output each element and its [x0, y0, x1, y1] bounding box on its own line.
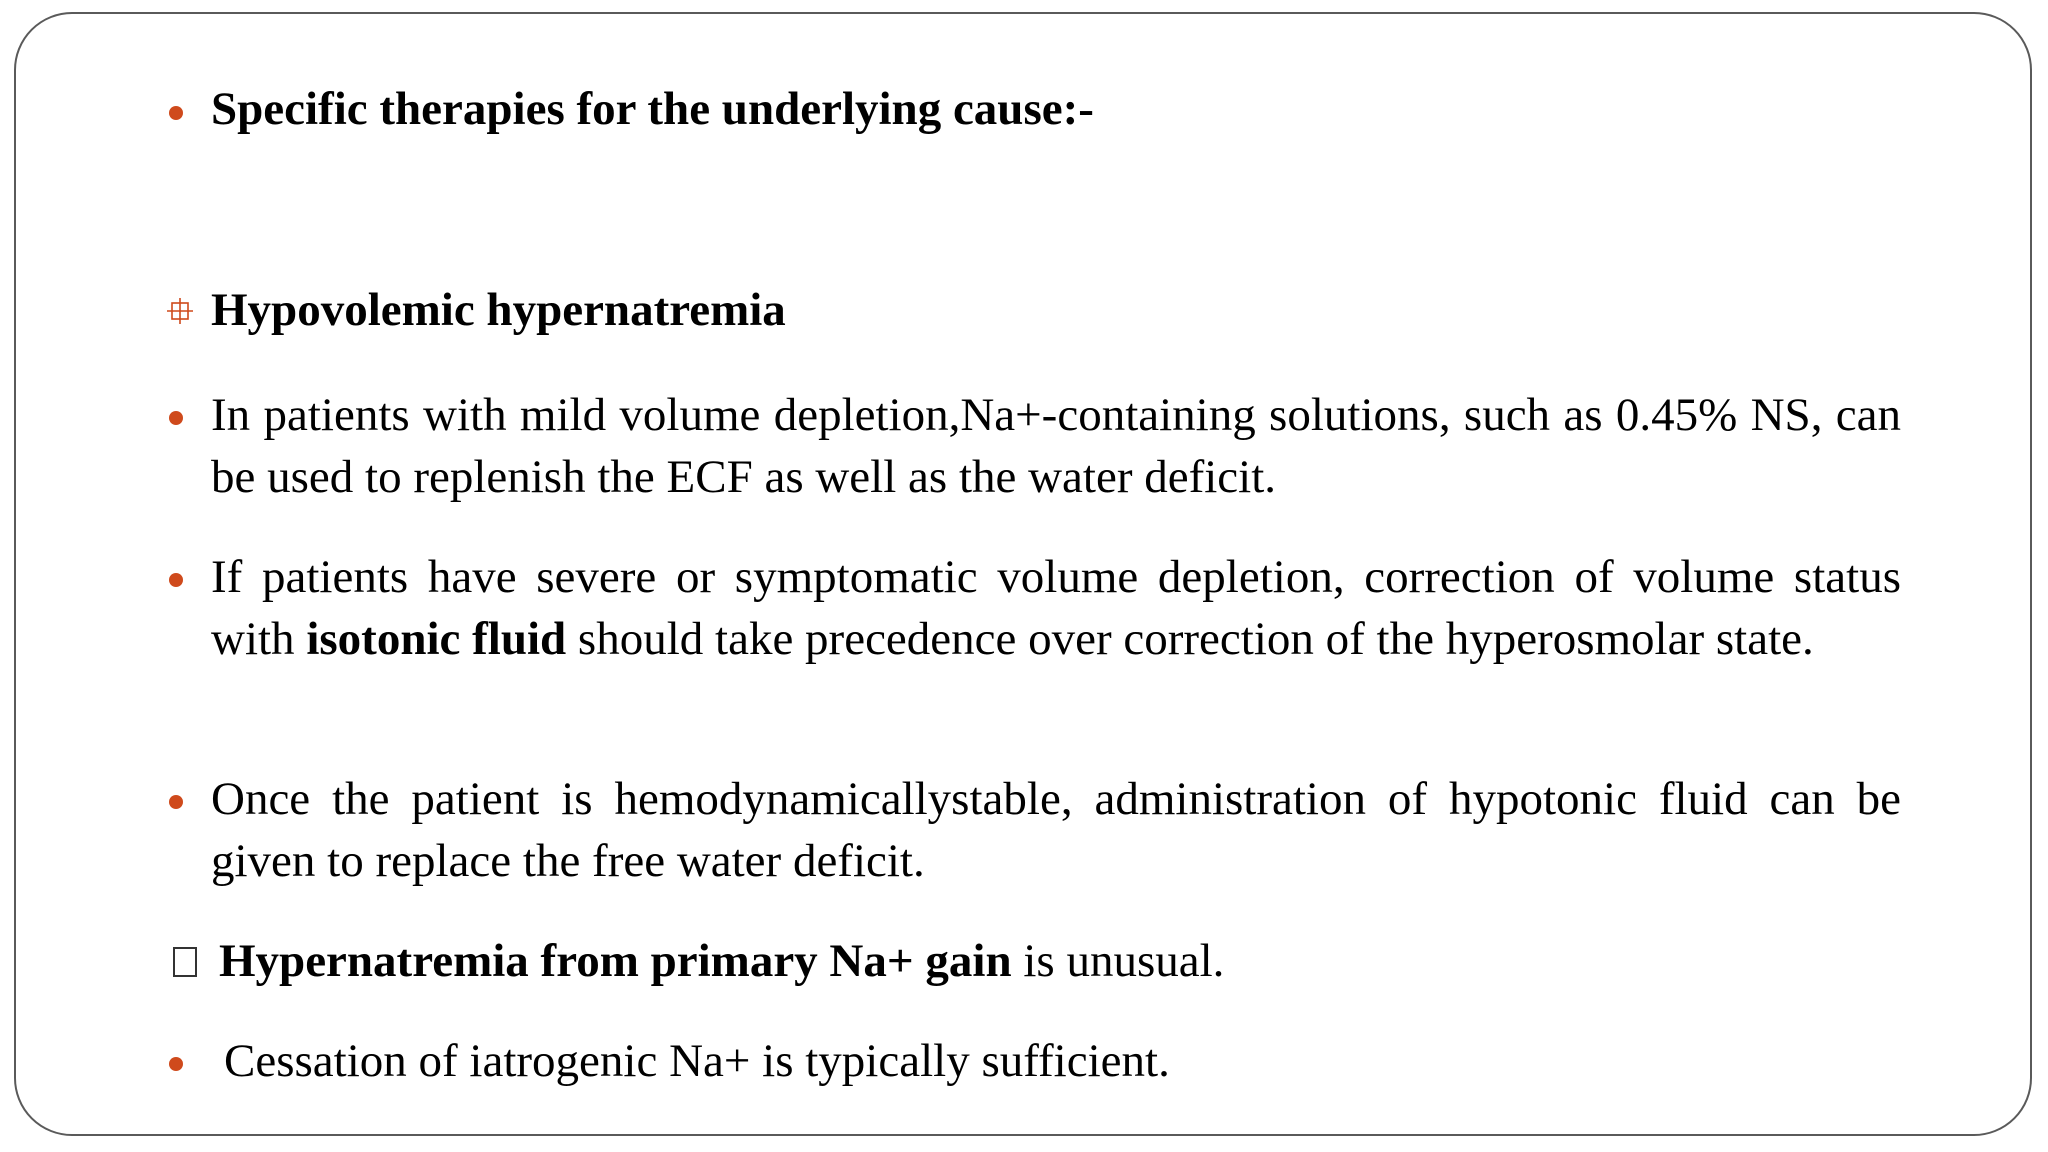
filled-circle-bullet-icon — [169, 573, 183, 587]
slide-frame — [14, 12, 2032, 1136]
boxed-item-bold: Hypernatremia from primary Na+ gain — [219, 935, 1012, 987]
bullet-text: Once the patient is hemodynamicallystable, administration of hypotonic fluid can be given to replace the free water deficit. — [211, 773, 1901, 887]
bullet-text — [211, 546, 1901, 670]
crosshair-bullet-icon — [167, 298, 193, 324]
bullet-text: Cessation of iatrogenic Na+ is typically sufficient. — [224, 1035, 1170, 1087]
list-item — [211, 384, 1901, 508]
bullet-text-part: If patients have severe or symptomatic volume depletion, correction of volume status with — [211, 551, 1901, 665]
empty-box-icon — [173, 947, 197, 977]
boxed-item — [219, 930, 1909, 992]
boxed-item-rest: is unusual. — [1011, 935, 1225, 987]
slide-subheading: Hypovolemic hypernatremia — [211, 284, 786, 336]
bullet-bold-term: isotonic fluid — [306, 613, 567, 665]
list-item — [211, 546, 1901, 670]
slide-heading: Specific therapies for the underlying cause:- — [211, 83, 1094, 135]
filled-circle-bullet-icon — [169, 106, 183, 120]
filled-circle-bullet-icon — [169, 1057, 183, 1071]
boxed-item-text — [219, 930, 1909, 992]
bullet-text-part: should take precedence over correction of the hyperosmolar state. — [566, 613, 1814, 665]
list-item — [224, 1030, 1914, 1092]
heading-item — [211, 78, 1901, 140]
bullet-text: In patients with mild volume depletion,Na+-containing solutions, such as 0.45% NS, can be used to replenish the ECF as well as the water deficit. — [211, 389, 1901, 503]
subheading-item — [211, 279, 1901, 341]
filled-circle-bullet-icon — [169, 795, 183, 809]
filled-circle-bullet-icon — [169, 411, 183, 425]
list-item — [211, 768, 1901, 892]
